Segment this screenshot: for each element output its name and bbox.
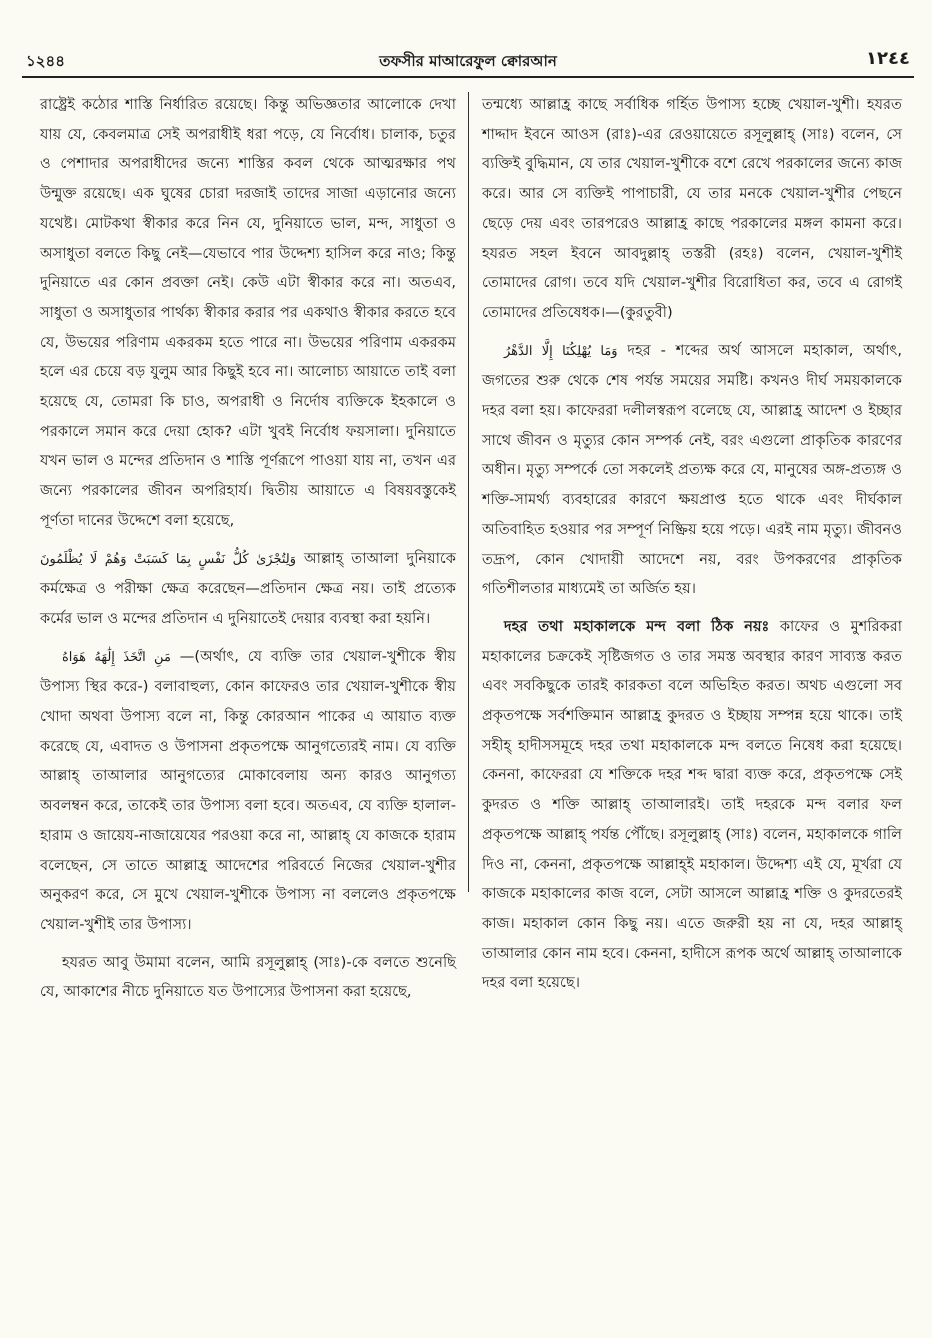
right-paragraph-1: তন্মধ্যে আল্লাহ্র কাছে সর্বাধিক গর্হিত উপাস্য হচ্ছে খেয়াল-খুশী। হযরত শাদ্দাদ ইবনে আওস (রাঃ)-এর রেওয়ায়েতে রসূলুল্লাহ্ (সাঃ) বলেন, সে ব্যক্তিই বুদ্ধিমান, যে তার খেয়াল-খুশীকে বশে রেখে পরকালের জন্যে কাজ করে। আর সে ব্যক্তিই পাপাচারী, যে তার মনকে খেয়াল-খুশীর পেছনে ছেড়ে দেয় এবং তারপরেও আল্লাহ্র কাছে পরকালের মঙ্গল কামনা করে। হযরত সহল ইবনে আবদুল্লাহ্ তস্তরী (রহঃ) বলেন, খেয়াল-খুশীই তোমাদের রোগ। তবে যদি খেয়াল-খুশীর বিরোধিতা কর, তবে এ রোগই তোমাদের প্রতিষেধক।—(কুরতুবী) (482, 96, 902, 321)
left-paragraph-2-text: আল্লাহ্ তাআলা দুনিয়াকে কর্মক্ষেত্র ও পরীক্ষা ক্ষেত্র করেছেন—প্রতিদান ক্ষেত্র নয়। তাই প্রত্যেক কর্মের ভাল ও মন্দের প্রতিদান এ দুনিয়াতেই দেয়ার ব্যবস্থা করা হয়নি। (40, 549, 456, 627)
right-paragraph-2-text: দহর - শব্দের অর্থ আসলে মহাকাল, অর্থাৎ, জগতের শুরু থেকে শেষ পর্যন্ত সময়ের সমষ্টি। কখনও দীর্ঘ সময়কালকে দহর বলা হয়। কাফেররা দলীলস্বরূপ বলেছে যে, আল্লাহ্র আদেশ ও ইচ্ছার সাথে জীবন ও মৃত্যুর কোন সম্পর্ক নেই, বরং এগুলো প্রাকৃতিক কারণের অধীন। মৃত্যু সম্পর্কে তো সকলেই প্রত্যক্ষ করে যে, মানুষের অঙ্গ-প্রত্যঙ্গ ও শক্তি-সামর্থ্য ব্যবহারের কারণে ক্ষয়প্রাপ্ত হতে থাকে এবং দীর্ঘকাল অতিবাহিত হওয়ার পর সম্পূর্ণ নিষ্ক্রিয় হয়ে পড়ে। এরই নাম মৃত্যু। জীবনও তদ্রূপ, কোন খোদায়ী আদেশে নয়, বরং উপকরণের প্রাকৃতিক গতিশীলতার মাধ্যমেই তা অর্জিত হয়। (482, 341, 902, 598)
page-number-right: ١٢٤٤ (866, 48, 910, 69)
right-paragraph-2 (482, 336, 902, 604)
left-column (40, 90, 456, 1007)
arabic-verse-2: مَنِ اتَّخَذَ إِلَٰهَهُ هَوَاهُ (62, 649, 171, 665)
header-rule (22, 76, 914, 78)
right-paragraph-3 (482, 612, 902, 998)
section-heading: দহর তথা মহাকালকে মন্দ বলা ঠিক নয়ঃ (504, 617, 770, 635)
page-number-left: ১২৪৪ (26, 52, 65, 70)
left-paragraph-3-text: —(অর্থাৎ, যে ব্যক্তি তার খেয়াল-খুশীকে স্বীয় উপাস্য স্থির করে-) বলাবাহুল্য, কোন কাফেরও তার খেয়াল-খুশীকে স্বীয় খোদা অথবা উপাস্য বলে না, কিন্তু কোরআন পাকের এ আয়াত ব্যক্ত করেছে যে, এবাদত ও উপাসনা প্রকৃতপক্ষে আনুগত্যেরই নাম। যে ব্যক্তি আল্লাহ্ তাআলার আনুগত্যের মোকাবেলায় অন্য কারও আনুগত্য অবলম্বন করে, তাকেই তার উপাস্য বলা হবে। অতএব, যে ব্যক্তি হালাল-হারাম ও জায়েয-নাজায়েযের পরওয়া করে না, আল্লাহ্ যে কাজকে হারাম বলেছেন, সে তাতে আল্লাহ্র আদেশের পরিবর্তে নিজের খেয়াল-খুশীর অনুকরণ করে, সে মুখে খেয়াল-খুশীকে উপাস্য না বললেও প্রকৃতপক্ষে খেয়াল-খুশীই তার উপাস্য। (40, 647, 457, 933)
page-header (22, 48, 914, 80)
running-title: তফসীর মাআরেফুল ক্বোরআন (379, 52, 557, 70)
left-paragraph-3 (40, 642, 456, 940)
arabic-verse-1: وَلِتُجْزَىٰ كُلُّ نَفْسٍ بِمَا كَسَبَتْ وَهُمْ لَا يُظْلَمُونَ (40, 551, 297, 567)
arabic-verse-3: وَمَا يُهْلِكُنَا إِلَّا الدَّهْرُ (504, 343, 618, 359)
right-column (482, 90, 902, 998)
right-paragraph-3-text: কাফের ও মুশরিকরা মহাকালের চক্রকেই সৃষ্টিজগত ও তার সমস্ত অবস্থার কারণ সাব্যস্ত করত এবং সবকিছুকে তারই কারকতা বলে অভিহিত করত। অথচ এগুলো সব প্রকৃতপক্ষে সর্বশক্তিমান আল্লাহ্র কুদরত ও ইচ্ছায় সম্পন্ন হয়ে থাকে। তাই সহীহ্ হাদীসসমূহে দহর তথা মহাকালকে মন্দ বলতে নিষেধ করা হয়েছে। কেননা, কাফেররা যে শক্তিকে দহর শব্দ দ্বারা ব্যক্ত করে, প্রকৃতপক্ষে সেই কুদরত ও শক্তি আল্লাহ্ তাআলারই। তাই দহরকে মন্দ বলার ফল প্রকৃতপক্ষে আল্লাহ্ পর্যন্ত পৌঁছে। রসূলুল্লাহ্ (সাঃ) বলেন, মহাকালকে গালি দিও না, কেননা, প্রকৃতপক্ষে আল্লাহ্ই মহাকাল। উদ্দেশ্য এই যে, মূর্খরা যে কাজকে মহাকালের কাজ বলে, সেটা আসলে আল্লাহ্র শক্তি ও কুদরতেরই কাজ। মহাকাল কোন কিছু নয়। এতে জরুরী হয় না যে, দহর আল্লাহ্ তাআলার কোন নাম হবে। কেননা, হাদীসে রূপক অর্থে আল্লাহ্ তাআলাকে দহর বলা হয়েছে। (482, 617, 902, 992)
column-divider (468, 92, 469, 892)
left-paragraph-2 (40, 544, 456, 634)
left-paragraph-4: হযরত আবু উমামা বলেন, আমি রসূলুল্লাহ্ (সাঃ)-কে বলতে শুনেছি যে, আকাশের নীচে দুনিয়াতে যত উপাস্যের উপাসনা করা হয়েছে, (40, 953, 456, 1001)
left-paragraph-1: রাষ্ট্রেই কঠোর শাস্তি নির্ধারিত রয়েছে। কিন্তু অভিজ্ঞতার আলোকে দেখা যায় যে, কেবলমাত্র সেই অপরাধীই ধরা পড়ে, যে নির্বোধ। চালাক, চতুর ও পেশাদার অপরাধীদের জন্যে শাস্তির কবল থেকে আত্মরক্ষার পথ উন্মুক্ত রয়েছে। এক ঘুষের চোরা দরজাই তাদের সাজা এড়ানোর জন্যে যথেষ্ট। মোটকথা স্বীকার করে নিন যে, দুনিয়াতে ভাল, মন্দ, সাধুতা ও অসাধুতা বলতে কিছু নেই—যেভাবে পার উদ্দেশ্য হাসিল করে নাও; কিন্তু দুনিয়াতে এর কোন প্রবক্তা নেই। কেউ এটা স্বীকার করে না। অতএব, সাধুতা ও অসাধুতার পার্থক্য স্বীকার করার পর একথাও স্বীকার করতে হবে যে, উভয়ের পরিণাম একরকম হতে পারে না। উভয়ের পরিণাম একরকম হলে এর চেয়ে বড় যুলুম আর কিছুই হবে না। আলোচ্য আয়াতে তাই বলা হয়েছে যে, তোমরা কি চাও, অপরাধী ও নির্দোষ ব্যক্তিকে ইহকালে ও পরকালে সমান করে দেয়া হোক? এটা খুবই নির্বোধ ফয়সালা। দুনিয়াতে যখন ভাল ও মন্দের প্রতিদান ও শাস্তি পূর্ণরূপে পাওয়া যায় না, তখন এর জন্যে পরকালের জীবন অপরিহার্য। দ্বিতীয় আয়াতে এ বিষয়বস্তুকেই পূর্ণতা দানের উদ্দেশে বলা হয়েছে, (40, 96, 456, 529)
